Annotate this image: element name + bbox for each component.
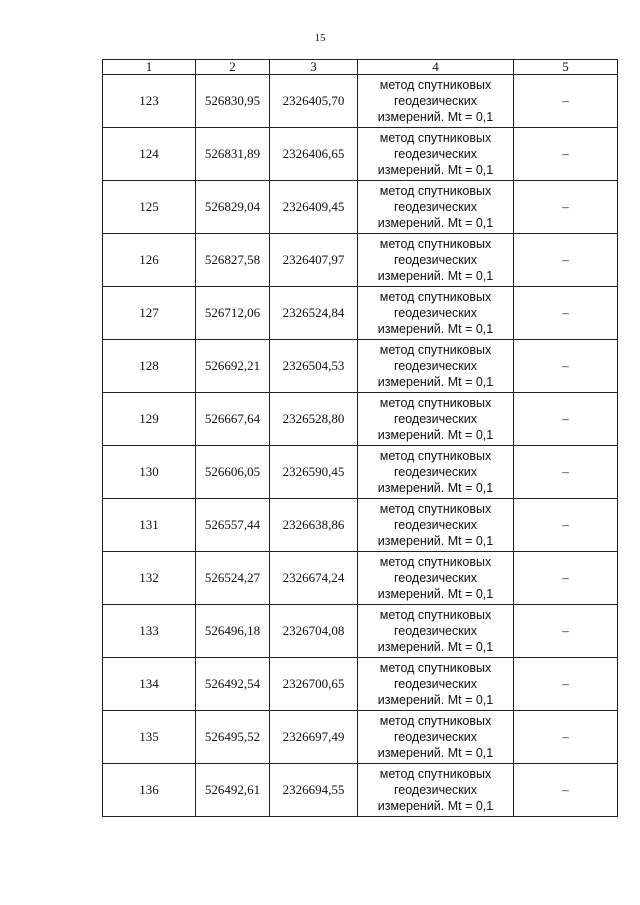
method-cell <box>358 446 514 499</box>
method-cell <box>358 128 514 181</box>
table-row <box>103 287 618 340</box>
table-row <box>103 658 618 711</box>
x-coordinate-cell: 526557,44 <box>196 499 270 552</box>
method-line: измерений. Mt = 0,1 <box>377 693 494 707</box>
method-line: измерений. Mt = 0,1 <box>377 216 494 230</box>
coordinates-table <box>102 59 618 817</box>
point-number-cell: 129 <box>103 393 196 446</box>
table-row <box>103 499 618 552</box>
point-number-cell: 124 <box>103 128 196 181</box>
y-coordinate-cell: 2326638,86 <box>270 499 358 552</box>
table-header <box>103 60 618 75</box>
y-coordinate-cell: 2326407,97 <box>270 234 358 287</box>
point-number-cell: 128 <box>103 340 196 393</box>
y-coordinate-cell: 2326409,45 <box>270 181 358 234</box>
method-cell <box>358 75 514 128</box>
table-row <box>103 181 618 234</box>
method-line: измерений. Mt = 0,1 <box>377 110 494 124</box>
header-col-1: 1 <box>103 60 196 75</box>
note-cell: – <box>514 764 618 817</box>
method-line: измерений. Mt = 0,1 <box>377 163 494 177</box>
y-coordinate-cell: 2326697,49 <box>270 711 358 764</box>
table-body <box>103 75 618 817</box>
method-line: геодезических <box>393 306 477 320</box>
method-line: метод спутниковых <box>379 343 492 357</box>
method-line: геодезических <box>393 624 477 638</box>
x-coordinate-cell: 526495,52 <box>196 711 270 764</box>
point-number-cell: 130 <box>103 446 196 499</box>
method-line: геодезических <box>393 94 477 108</box>
x-coordinate-cell: 526606,05 <box>196 446 270 499</box>
method-line: геодезических <box>393 200 477 214</box>
method-line: измерений. Mt = 0,1 <box>377 375 494 389</box>
point-number-cell: 132 <box>103 552 196 605</box>
note-cell: – <box>514 499 618 552</box>
note-cell: – <box>514 128 618 181</box>
x-coordinate-cell: 526524,27 <box>196 552 270 605</box>
header-col-4: 4 <box>358 60 514 75</box>
method-line: метод спутниковых <box>379 290 492 304</box>
x-coordinate-cell: 526492,54 <box>196 658 270 711</box>
method-line: геодезических <box>393 359 477 373</box>
y-coordinate-cell: 2326528,80 <box>270 393 358 446</box>
x-coordinate-cell: 526492,61 <box>196 764 270 817</box>
x-coordinate-cell: 526831,89 <box>196 128 270 181</box>
header-col-5: 5 <box>514 60 618 75</box>
method-line: метод спутниковых <box>379 661 492 675</box>
note-cell: – <box>514 234 618 287</box>
point-number-cell: 123 <box>103 75 196 128</box>
x-coordinate-cell: 526829,04 <box>196 181 270 234</box>
table-row <box>103 393 618 446</box>
note-cell: – <box>514 446 618 499</box>
method-line: метод спутниковых <box>379 396 492 410</box>
note-cell: – <box>514 393 618 446</box>
y-coordinate-cell: 2326590,45 <box>270 446 358 499</box>
note-cell: – <box>514 75 618 128</box>
table-row <box>103 128 618 181</box>
method-line: метод спутниковых <box>379 184 492 198</box>
note-cell: – <box>514 658 618 711</box>
method-line: геодезических <box>393 147 477 161</box>
x-coordinate-cell: 526712,06 <box>196 287 270 340</box>
table-row <box>103 234 618 287</box>
method-line: геодезических <box>393 253 477 267</box>
table-row <box>103 552 618 605</box>
note-cell: – <box>514 181 618 234</box>
method-line: геодезических <box>393 465 477 479</box>
y-coordinate-cell: 2326674,24 <box>270 552 358 605</box>
table-row <box>103 340 618 393</box>
method-cell <box>358 287 514 340</box>
y-coordinate-cell: 2326700,65 <box>270 658 358 711</box>
method-line: метод спутниковых <box>379 555 492 569</box>
method-cell <box>358 552 514 605</box>
method-line: измерений. Mt = 0,1 <box>377 640 494 654</box>
method-cell <box>358 499 514 552</box>
method-line: геодезических <box>393 783 477 797</box>
header-col-2: 2 <box>196 60 270 75</box>
point-number-cell: 126 <box>103 234 196 287</box>
method-cell <box>358 605 514 658</box>
x-coordinate-cell: 526496,18 <box>196 605 270 658</box>
note-cell: – <box>514 552 618 605</box>
method-cell <box>358 181 514 234</box>
method-line: метод спутниковых <box>379 449 492 463</box>
header-col-3: 3 <box>270 60 358 75</box>
method-line: метод спутниковых <box>379 502 492 516</box>
method-line: геодезических <box>393 730 477 744</box>
y-coordinate-cell: 2326504,53 <box>270 340 358 393</box>
table-row <box>103 605 618 658</box>
point-number-cell: 136 <box>103 764 196 817</box>
point-number-cell: 134 <box>103 658 196 711</box>
method-line: геодезических <box>393 518 477 532</box>
method-line: метод спутниковых <box>379 131 492 145</box>
note-cell: – <box>514 711 618 764</box>
method-line: измерений. Mt = 0,1 <box>377 799 494 813</box>
x-coordinate-cell: 526692,21 <box>196 340 270 393</box>
y-coordinate-cell: 2326694,55 <box>270 764 358 817</box>
point-number-cell: 133 <box>103 605 196 658</box>
method-cell <box>358 711 514 764</box>
method-cell <box>358 393 514 446</box>
method-line: измерений. Mt = 0,1 <box>377 746 494 760</box>
header-row <box>103 60 618 75</box>
y-coordinate-cell: 2326524,84 <box>270 287 358 340</box>
table-row <box>103 75 618 128</box>
x-coordinate-cell: 526827,58 <box>196 234 270 287</box>
method-cell <box>358 658 514 711</box>
method-line: измерений. Mt = 0,1 <box>377 322 494 336</box>
y-coordinate-cell: 2326406,65 <box>270 128 358 181</box>
point-number-cell: 135 <box>103 711 196 764</box>
method-line: измерений. Mt = 0,1 <box>377 481 494 495</box>
method-line: измерений. Mt = 0,1 <box>377 428 494 442</box>
point-number-cell: 131 <box>103 499 196 552</box>
note-cell: – <box>514 605 618 658</box>
method-cell <box>358 234 514 287</box>
method-line: геодезических <box>393 412 477 426</box>
note-cell: – <box>514 340 618 393</box>
point-number-cell: 127 <box>103 287 196 340</box>
y-coordinate-cell: 2326704,08 <box>270 605 358 658</box>
x-coordinate-cell: 526830,95 <box>196 75 270 128</box>
method-line: метод спутниковых <box>379 237 492 251</box>
note-cell: – <box>514 287 618 340</box>
method-line: геодезических <box>393 571 477 585</box>
table-row <box>103 764 618 817</box>
method-line: метод спутниковых <box>379 714 492 728</box>
method-line: измерений. Mt = 0,1 <box>377 269 494 283</box>
table-row <box>103 446 618 499</box>
method-line: измерений. Mt = 0,1 <box>377 587 494 601</box>
method-line: геодезических <box>393 677 477 691</box>
method-line: метод спутниковых <box>379 78 492 92</box>
page-number: 15 <box>314 32 326 44</box>
method-cell <box>358 340 514 393</box>
method-cell <box>358 764 514 817</box>
x-coordinate-cell: 526667,64 <box>196 393 270 446</box>
y-coordinate-cell: 2326405,70 <box>270 75 358 128</box>
table-row <box>103 711 618 764</box>
point-number-cell: 125 <box>103 181 196 234</box>
method-line: метод спутниковых <box>379 767 492 781</box>
method-line: измерений. Mt = 0,1 <box>377 534 494 548</box>
method-line: метод спутниковых <box>379 608 492 622</box>
